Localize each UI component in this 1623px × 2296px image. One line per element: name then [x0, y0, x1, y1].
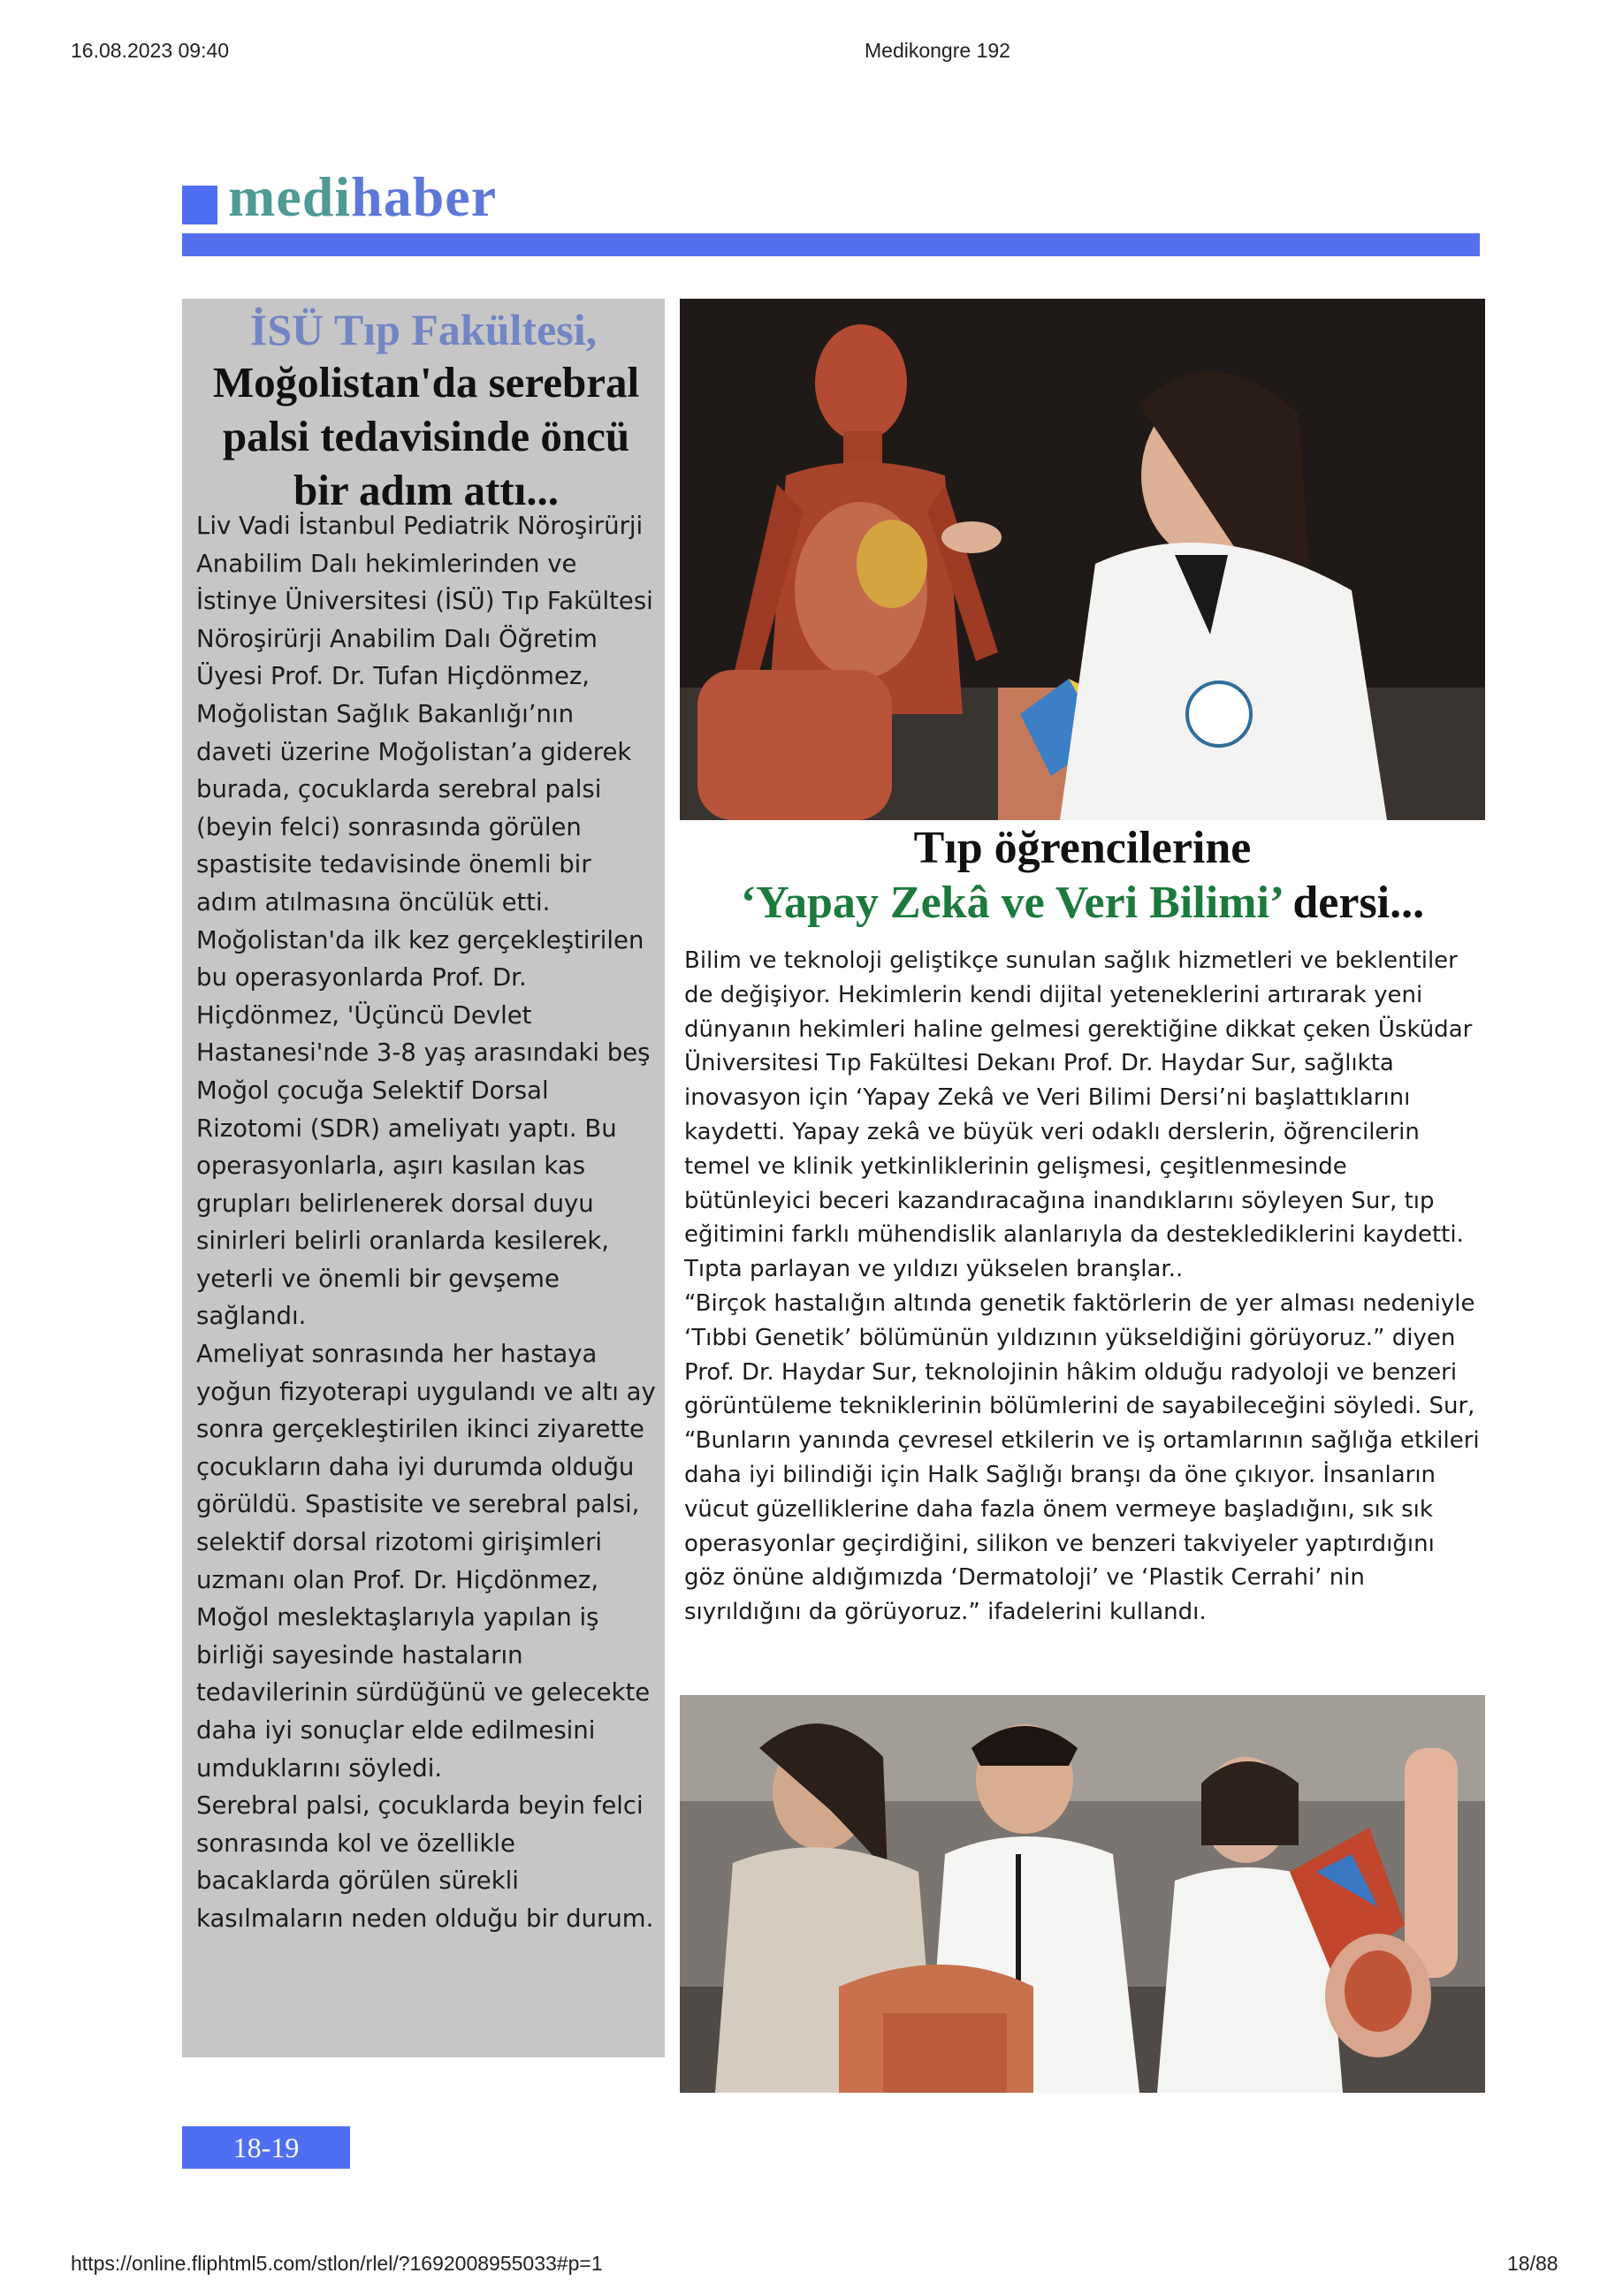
brand-part-medi: medi: [228, 165, 352, 228]
brand-square: [182, 186, 217, 224]
right-article-subheadline: [680, 877, 1485, 929]
brand-divider: [182, 233, 1480, 256]
print-page-count: 18/88: [1507, 2252, 1558, 2275]
left-article-kicker: İSÜ Tıp Fakültesi,: [249, 305, 598, 354]
right-article-highlight: ‘Yapay Zekâ ve Veri Bilimi’: [740, 878, 1282, 928]
right-article-title-rest: dersi...: [1281, 878, 1425, 928]
anatomy-model-photo: [680, 299, 1485, 820]
print-datetime: 16.08.2023 09:40: [71, 39, 230, 62]
left-article-headline: Moğolistan'da serebral palsi tedavisinde öncü bir adım attı...: [212, 358, 640, 514]
brand-part-haber: haber: [351, 165, 498, 228]
print-url: https://online.fliphtml5.com/stlon/rlel/?1692008955033#p=1: [71, 2252, 603, 2275]
right-article-body: Bilim ve teknoloji geliştikçe sunulan sağlık hizmetleri ve beklentiler de değişiyor. Hekimlerin kendi dijital yeteneklerini artırarak yeni dünyanın hekimleri haline gelmesi gerektiğine dikkat çeken Üsküdar Üniversitesi Tıp Fakültesi Dekanı Prof. Dr. Haydar Sur, sağlıkta inovasyon için ‘Yapay Zekâ ve Veri Bilimi Dersi’ni başlattıklarını kaydetti. Yapay zekâ ve büyük veri odaklı derslerin, öğrencilerin temel ve klinik yetkinliklerinin gelişmesi, çeşitlenmesinde bütünleyici beceri kazandıracağına inandıklarını söyleyen Sur, tıp eğitimini farklı mühendislik alanlarıyla da desteklediklerini kaydetti. Tıpta parlayan ve yıldızı yükselen branşlar.. “Birçok hastalığın altında genetik faktörlerin de yer alması nedeniyle ‘Tıbbi Genetik’ bölümünün yıldızının yükseldiğini görüyoruz.” diyen Prof. Dr. Haydar Sur, teknolojinin hâkim olduğu radyoloji ve benzeri görüntüleme tekniklerinin bölümlerini de sayabileceğini söyledi. Sur, “Bunların yanında çevresel etkilerin ve iş ortamlarının sağlığa etkileri daha iyi bilindiği için Halk Sağlığı branşı da öne çıkıyor. İnsanların vücut güzelliklerine daha fazla önem vermeye başladığını, sık sık operasyonlar geçirdiğini, silikon ve benzeri takviyeler yaptırdığını göz önüne aldığımızda ‘Dermatoloji’ ve ‘Plastik Cerrahi’ nin sıyrıldığını da görüyoruz.” ifadelerini kullandı.: [684, 947, 1480, 1626]
right-article-headline: Tıp öğrencilerine: [913, 823, 1252, 873]
brand-logo: [228, 164, 497, 230]
left-article-body: Liv Vadi İstanbul Pediatrik Nöroşirürji Anabilim Dalı hekimlerinden ve İstinye Üniversitesi (İSÜ) Tıp Fakültesi Nöroşirürji Anabilim Dalı Öğretim Üyesi Prof. Dr. Tufan Hiçdönmez, Moğolistan Sağlık Bakanlığı’nın daveti üzerine Moğolistan’a giderek burada, çocuklarda serebral palsi (beyin felci) sonrasında görülen spastisite tedavisinde önemli bir adım atılmasına öncülük etti. Moğolistan'da ilk kez gerçekleştirilen bu operasyonlarda Prof. Dr. Hiçdönmez, 'Üçüncü Devlet Hastanesi'nde 3-8 yaş arasındaki beş Moğol çocuğa Selektif Dorsal Rizotomi (SDR) ameliyatı yaptı. Bu operasyonlarla, aşırı kasılan kas grupları belirlenerek dorsal duyu sinirleri belirli oranlarda kesilerek, yeterli ve önemli bir gevşeme sağlandı. Ameliyat sonrasında her hastaya yoğun fizyoterapi uygulandı ve altı ay sonra gerçekleştirilen ikinci ziyarette çocukların daha iyi durumda olduğu görüldü. Spastisite ve serebral palsi, selektif dorsal rizotomi girişimleri uzmanı olan Prof. Dr. Hiçdönmez, Moğol meslektaşlarıyla yapılan iş birliği sayesinde hastaların tedavilerinin sürdüğünü ve gelecekte daha iyi sonuçlar elde edilmesini umduklarını söyledi. Serebral palsi, çocuklarda beyin felci sonrasında kol ve özellikle bacaklarda görülen sürekli kasılmaların neden olduğu bir durum.: [196, 512, 656, 1933]
students-anatomy-photo: [680, 1695, 1485, 2093]
print-title: Medikongre 192: [865, 39, 1010, 62]
page-number-badge: 18-19: [182, 2126, 350, 2169]
